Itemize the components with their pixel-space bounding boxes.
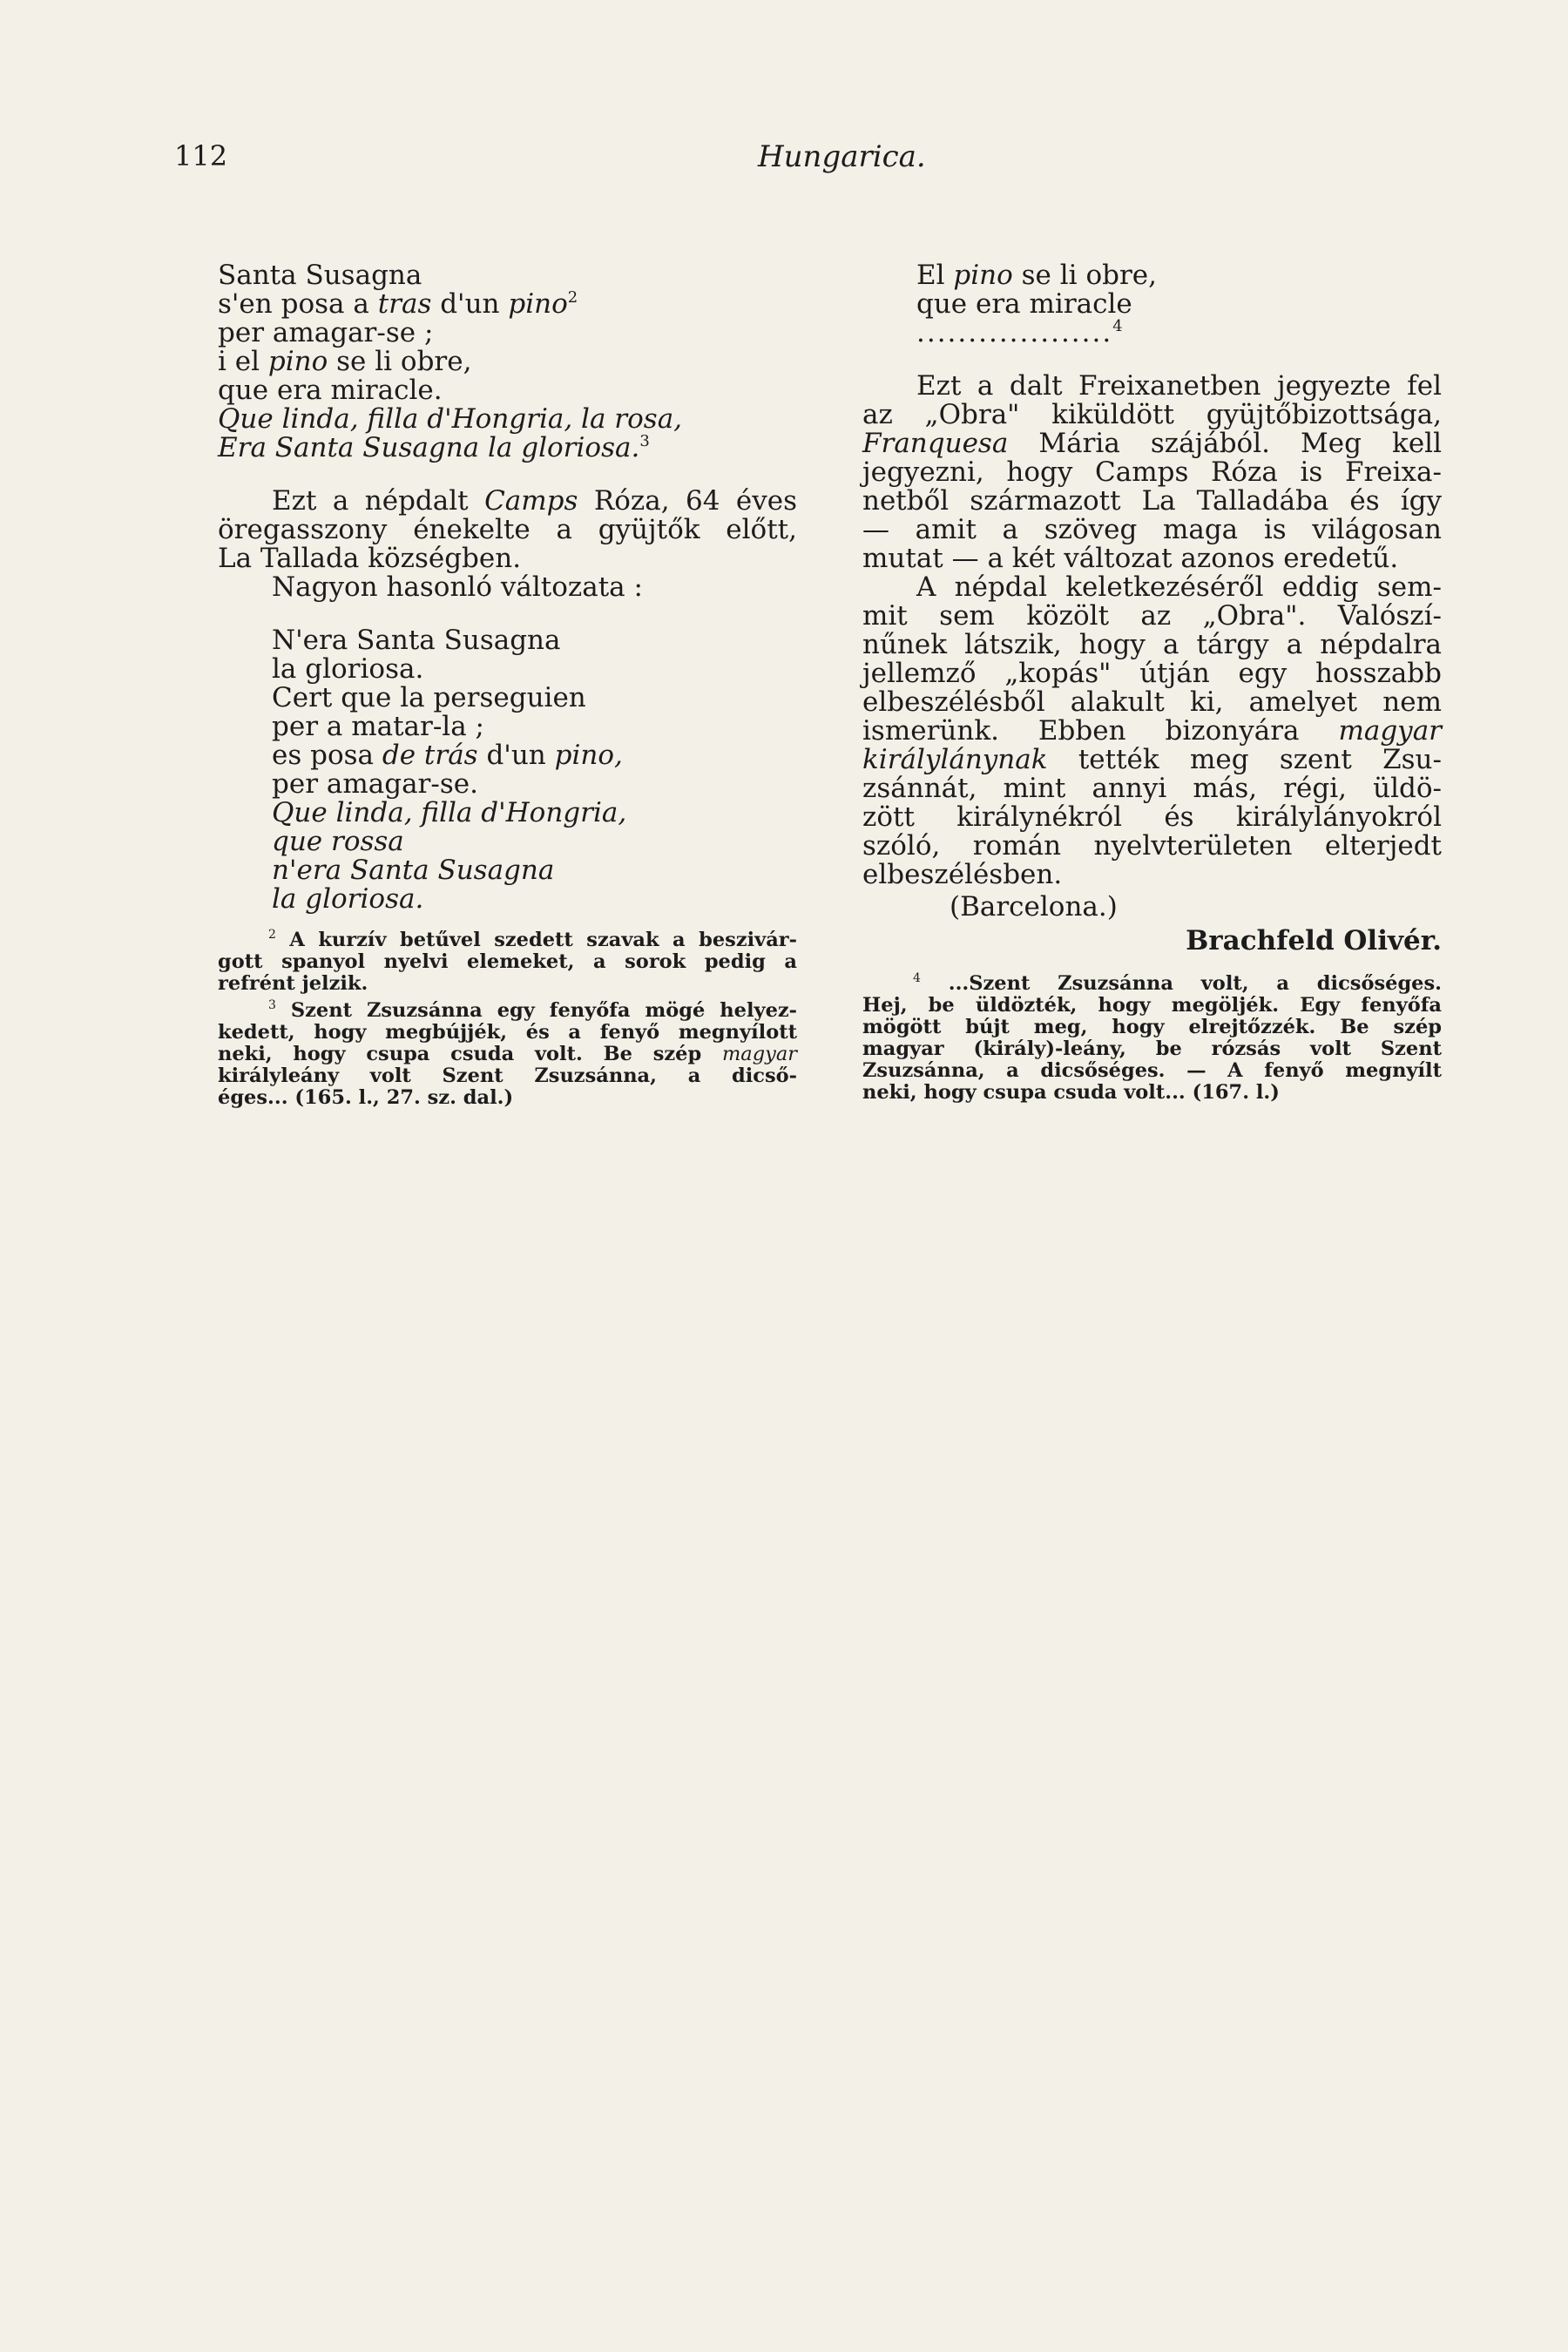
- text-line: $^4$ ...Szent Zsuzsánna volt, a dicsőséges.: [913, 971, 1442, 995]
- text-line: Era Santa Susagna la gloriosa.$^3$: [218, 432, 650, 463]
- text-line: nűnek látszik, hogy a tárgy a népdalra: [862, 629, 1442, 660]
- text-line: szóló, román nyelvterületen elterjedt: [862, 830, 1442, 862]
- text-line: öregasszony énekelte a gyüjtők előtt,: [218, 514, 797, 545]
- text-line: elbeszélésből alakult ki, amelyet nem: [862, 686, 1442, 718]
- text-line: elbeszélésben.: [862, 859, 1063, 890]
- text-line: királylánynak tették meg szent Zsu-: [862, 744, 1442, 775]
- text-line: Santa Susagna: [218, 260, 422, 291]
- text-line: A népdal keletkezéséről eddig sem-: [916, 571, 1442, 603]
- text-line: refrént jelzik.: [218, 972, 368, 995]
- text-line: La Tallada községben.: [218, 543, 522, 574]
- footnote-3: [218, 1000, 797, 1109]
- text-line: netből származott La Talladába és így: [862, 485, 1442, 517]
- footnote-2: [218, 929, 797, 995]
- author-signature: Brachfeld Olivér.: [1186, 925, 1442, 956]
- verse-santa-susagna: [218, 261, 797, 463]
- text-line: que era miracle: [916, 288, 1132, 320]
- text-line: mit sem közölt az „Obra". Valószí-: [862, 600, 1442, 632]
- text-line: Ezt a népdalt Camps Róza, 64 éves: [272, 485, 797, 517]
- text-line: N'era Santa Susagna: [272, 625, 561, 656]
- text-line: neki, hogy csupa csuda volt. Be szép magyar: [218, 1043, 797, 1065]
- text-line: s'en posa a tras d'un pino$^2$: [218, 288, 578, 320]
- page-number: 112: [174, 139, 228, 172]
- text-line: per amagar-se ;: [218, 317, 434, 348]
- text-line: que rossa: [272, 826, 404, 857]
- text-line: jellemző „kopás" útján egy hosszabb: [862, 658, 1442, 689]
- text-line: ismerünk. Ebben bizonyára magyar: [862, 715, 1442, 747]
- text-line: jegyezni, hogy Camps Róza is Freixa-: [862, 456, 1442, 488]
- text-line: mögött bújt meg, hogy elrejtőzzék. Be szép: [862, 1016, 1442, 1038]
- paragraph-freixanet: [862, 372, 1442, 573]
- paragraph-origin: [862, 573, 1442, 889]
- text-line: i el pino se li obre,: [218, 346, 472, 377]
- text-line: Que linda, filla d'Hongria,: [272, 797, 627, 828]
- verse-variant: [218, 626, 797, 914]
- footnotes-right: [862, 973, 1442, 1104]
- text-line: éges... (165. l., 27. sz. dal.): [218, 1086, 514, 1109]
- text-line: n'era Santa Susagna: [272, 855, 555, 886]
- text-line: $^3$ Szent Zsuzsánna egy fenyőfa mögé helyez-: [268, 998, 797, 1022]
- footnote-4: [862, 973, 1442, 1104]
- verse-continuation: [862, 261, 1442, 319]
- paragraph-variant-intro: [218, 573, 797, 602]
- text-line: kedett, hogy megbújjék, és a fenyő megnyílott: [218, 1021, 797, 1044]
- text-line: per a matar-la ;: [272, 711, 485, 742]
- text-line: la gloriosa.: [272, 883, 424, 915]
- footnotes-left: [218, 929, 797, 1109]
- paragraph-camps-roza: [218, 487, 797, 573]
- text-line: $^2$ A kurzív betűvel szedett szavak a beszivár-: [268, 928, 797, 951]
- text-line: Cert que la perseguien: [272, 682, 586, 713]
- text-line: magyar (király)-leány, be rózsás volt Szent: [862, 1037, 1442, 1060]
- text-line: az „Obra" kiküldött gyüjtőbizottsága,: [862, 399, 1442, 430]
- text-line: que era miracle.: [218, 375, 443, 406]
- running-title: Hungarica.: [758, 139, 926, 174]
- text-line: Franquesa Mária szájából. Meg kell: [862, 428, 1442, 459]
- right-column: [862, 261, 1442, 1104]
- text-line: gott spanyol nyelvi elemeket, a sorok pedig a: [218, 950, 797, 973]
- text-line: la gloriosa.: [272, 653, 424, 685]
- page-header: [0, 139, 1568, 183]
- ellipsis-line: ...................$^4$: [916, 317, 1125, 348]
- text-line: — amit a szöveg maga is világosan: [862, 514, 1442, 545]
- text-line: mutat — a két változat azonos eredetű.: [862, 543, 1399, 574]
- text-line: királyleány volt Szent Zsuzsánna, a dicső-: [218, 1064, 797, 1087]
- text-line: zsánnát, mint annyi más, régi, üldö-: [862, 773, 1442, 804]
- text-line: Zsuzsánna, a dicsőséges. — A fenyő megnyílt: [862, 1059, 1442, 1082]
- text-line: zött királynékról és királylányokról: [862, 801, 1442, 833]
- text-line: es posa de trás d'un pino,: [272, 740, 623, 771]
- text-line: Que linda, filla d'Hongria, la rosa,: [218, 403, 683, 435]
- text-line: Hej, be üldözték, hogy megöljék. Egy fenyőfa: [862, 994, 1442, 1017]
- left-column: [218, 261, 797, 1109]
- text-line: neki, hogy csupa csuda volt... (167. l.): [862, 1081, 1280, 1104]
- text-line: Nagyon hasonló változata :: [272, 571, 643, 603]
- place-name: (Barcelona.): [950, 891, 1118, 923]
- text-line: El pino se li obre,: [916, 260, 1157, 291]
- text-line: Ezt a dalt Freixanetben jegyezte fel: [916, 370, 1442, 402]
- text-line: per amagar-se.: [272, 768, 478, 800]
